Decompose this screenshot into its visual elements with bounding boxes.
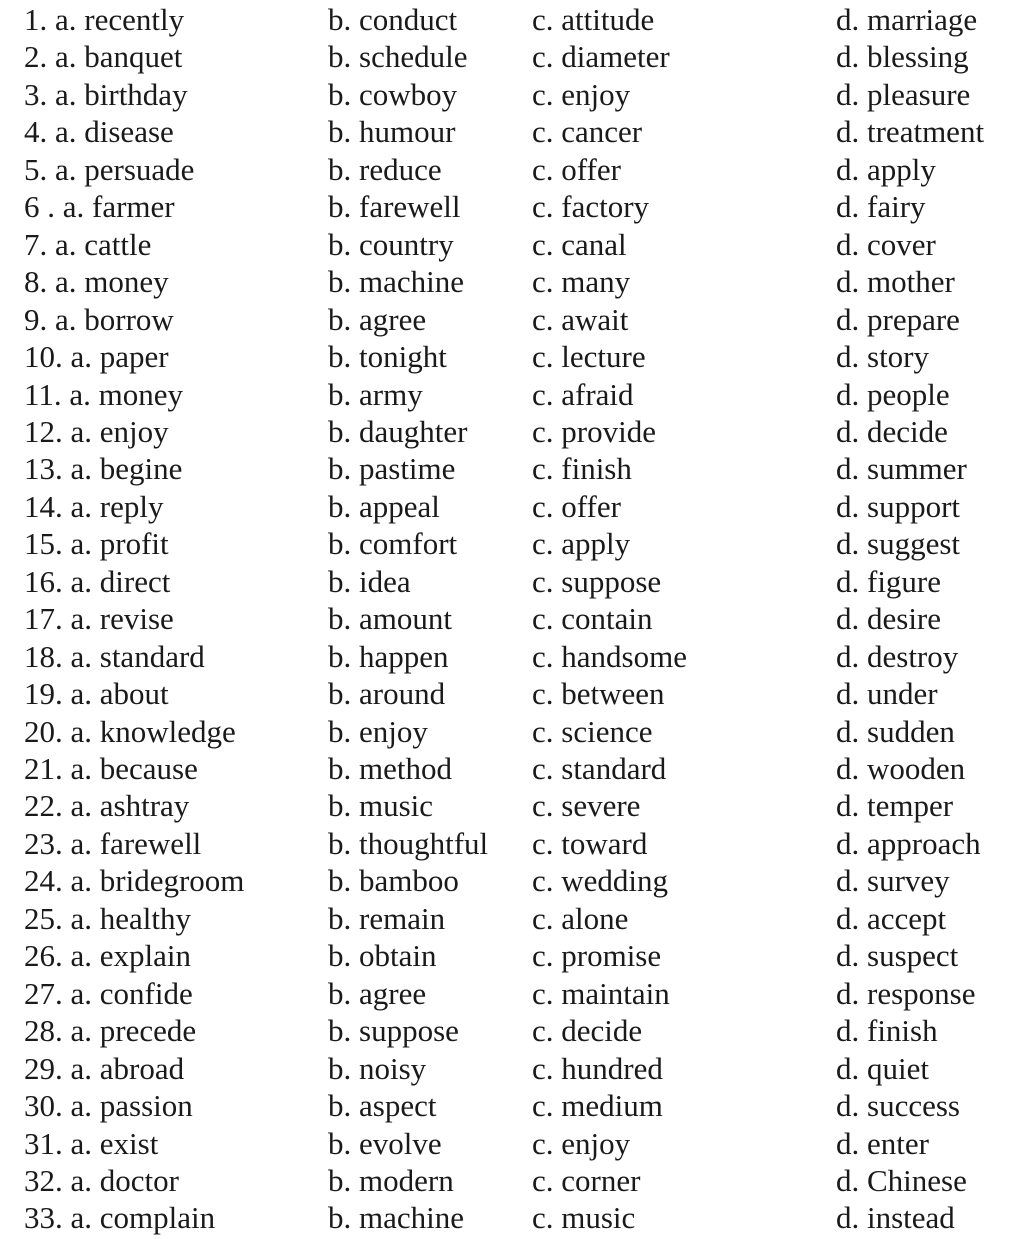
option-a: 15. a. profit (24, 526, 169, 562)
question-row (0, 151, 1024, 189)
option-c: c. finish (532, 451, 632, 487)
option-b: b. around (328, 676, 446, 712)
option-c: c. suppose (532, 563, 662, 599)
question-row (0, 1087, 1024, 1125)
question-row (0, 1050, 1024, 1088)
question-row (0, 937, 1024, 975)
option-d: d. suggest (836, 526, 960, 562)
question-row (0, 900, 1024, 938)
option-c: c. hundred (532, 1050, 663, 1086)
option-b: b. evolve (328, 1125, 442, 1161)
option-a: 33. a. complain (24, 1200, 216, 1236)
option-a: 7. a. cattle (24, 226, 152, 262)
option-c: c. many (532, 264, 631, 300)
option-c: c. maintain (532, 975, 670, 1011)
option-a: 32. a. doctor (24, 1162, 179, 1198)
option-a: 26. a. explain (24, 938, 192, 974)
option-b: b. machine (328, 1200, 465, 1236)
option-a: 10. a. paper (24, 339, 169, 375)
option-b: b. conduct (328, 2, 458, 37)
option-d: d. prepare (836, 301, 960, 337)
option-b: b. suppose (328, 1013, 459, 1049)
option-b: b. cowboy (328, 76, 458, 112)
option-d: d. pleasure (836, 76, 971, 112)
option-c: c. enjoy (532, 1125, 631, 1161)
option-c: c. promise (532, 938, 662, 974)
option-d: d. finish (836, 1013, 938, 1049)
option-a: 30. a. passion (24, 1088, 193, 1124)
question-row (0, 450, 1024, 488)
question-row (0, 226, 1024, 264)
option-d: d. figure (836, 563, 942, 599)
option-d: d. desire (836, 601, 942, 637)
question-row (0, 675, 1024, 713)
question-row (0, 413, 1024, 451)
option-a: 14. a. reply (24, 488, 164, 524)
option-d: d. accept (836, 900, 947, 936)
option-b: b. happen (328, 638, 449, 674)
question-row (0, 1, 1024, 39)
question-row (0, 862, 1024, 900)
question-row (0, 825, 1024, 863)
option-a: 16. a. direct (24, 563, 171, 599)
option-b: b. farewell (328, 189, 461, 225)
option-d: d. approach (836, 825, 981, 861)
option-d: d. wooden (836, 751, 966, 786)
question-row (0, 1012, 1024, 1050)
option-a: 22. a. ashtray (24, 788, 190, 824)
option-d: d. instead (836, 1200, 955, 1236)
option-d: d. Chinese (836, 1162, 967, 1198)
option-b: b. daughter (328, 413, 468, 449)
option-b: b. aspect (328, 1088, 437, 1124)
option-d: d. summer (836, 451, 967, 487)
option-c: c. offer (532, 488, 621, 524)
question-row (0, 563, 1024, 601)
option-a: 25. a. healthy (24, 900, 192, 936)
option-d: d. support (836, 488, 960, 524)
question-row (0, 113, 1024, 151)
option-d: d. fairy (836, 189, 926, 225)
option-d: d. under (836, 676, 938, 712)
option-b: b. schedule (328, 39, 468, 75)
option-d: d. temper (836, 788, 954, 824)
question-row (0, 1199, 1024, 1237)
option-b: b. pastime (328, 451, 456, 487)
option-b: b. comfort (328, 526, 458, 562)
option-c: c. enjoy (532, 76, 631, 112)
option-c: c. decide (532, 1013, 643, 1049)
question-row (0, 188, 1024, 226)
option-b: b. army (328, 376, 423, 412)
option-d: d. marriage (836, 2, 978, 37)
option-d: d. enter (836, 1125, 929, 1161)
option-b: b. modern (328, 1162, 454, 1198)
option-a: 19. a. about (24, 676, 169, 712)
question-row (0, 1125, 1024, 1163)
option-a: 21. a. because (24, 751, 198, 786)
question-row (0, 263, 1024, 301)
option-a: 28. a. precede (24, 1013, 197, 1049)
option-d: d. decide (836, 413, 948, 449)
option-a: 24. a. bridegroom (24, 863, 245, 899)
option-d: d. response (836, 975, 976, 1011)
option-c: c. await (532, 301, 629, 337)
option-d: d. quiet (836, 1050, 929, 1086)
question-row (0, 975, 1024, 1013)
option-a: 2. a. banquet (24, 39, 183, 75)
option-c: c. alone (532, 900, 629, 936)
option-b: b. enjoy (328, 713, 428, 749)
option-d: d. apply (836, 151, 936, 187)
option-d: d. survey (836, 863, 950, 899)
option-a: 23. a. farewell (24, 825, 202, 861)
option-c: c. science (532, 713, 653, 749)
option-a: 4. a. disease (24, 114, 174, 150)
option-c: c. handsome (532, 638, 687, 674)
option-b: b. reduce (328, 151, 442, 187)
option-d: d. sudden (836, 713, 955, 749)
option-b: b. appeal (328, 488, 440, 524)
option-b: b. country (328, 226, 454, 262)
option-c: c. medium (532, 1088, 663, 1124)
option-b: b. remain (328, 900, 446, 936)
option-a: 12. a. enjoy (24, 413, 169, 449)
option-c: c. lecture (532, 339, 646, 375)
option-d: d. story (836, 339, 929, 375)
question-row (0, 488, 1024, 526)
option-a: 20. a. knowledge (24, 713, 236, 749)
option-d: d. success (836, 1088, 960, 1124)
option-b: b. bamboo (328, 863, 459, 899)
question-row (0, 713, 1024, 751)
option-c: c. apply (532, 526, 631, 562)
question-row (0, 38, 1024, 76)
option-d: d. mother (836, 264, 955, 300)
option-b: b. thoughtful (328, 825, 489, 861)
option-c: c. severe (532, 788, 641, 824)
option-b: b. agree (328, 301, 427, 337)
option-c: c. factory (532, 189, 650, 225)
option-c: c. contain (532, 601, 653, 637)
question-row (0, 638, 1024, 676)
option-a: 3. a. birthday (24, 76, 188, 112)
option-b: b. idea (328, 563, 411, 599)
option-d: d. people (836, 376, 950, 412)
option-d: d. destroy (836, 638, 959, 674)
option-c: c. provide (532, 413, 656, 449)
question-row (0, 600, 1024, 638)
option-c: c. between (532, 676, 665, 712)
option-b: b. agree (328, 975, 427, 1011)
option-c: c. cancer (532, 114, 643, 150)
option-b: b. obtain (328, 938, 437, 974)
question-row (0, 750, 1024, 788)
option-b: b. machine (328, 264, 465, 300)
option-a: 13. a. begine (24, 451, 183, 487)
option-c: c. offer (532, 151, 621, 187)
question-row (0, 301, 1024, 339)
question-row (0, 376, 1024, 414)
option-a: 11. a. money (24, 376, 183, 412)
question-row (0, 338, 1024, 376)
option-a: 1. a. recently (24, 2, 185, 37)
option-b: b. humour (328, 114, 456, 150)
option-b: b. tonight (328, 339, 447, 375)
option-c: c. wedding (532, 863, 669, 899)
option-a: 17. a. revise (24, 601, 174, 637)
question-row (0, 1162, 1024, 1200)
question-row (0, 525, 1024, 563)
option-a: 18. a. standard (24, 638, 205, 674)
option-a: 5. a. persuade (24, 151, 195, 187)
option-a: 27. a. confide (24, 975, 193, 1011)
option-a: 8. a. money (24, 264, 169, 300)
option-b: b. method (328, 751, 452, 786)
option-b: b. noisy (328, 1050, 427, 1086)
option-c: c. music (532, 1200, 636, 1236)
option-c: c. corner (532, 1162, 641, 1198)
option-c: c. standard (532, 751, 667, 786)
option-d: d. treatment (836, 114, 985, 150)
option-d: d. suspect (836, 938, 959, 974)
option-a: 6 . a. farmer (24, 189, 175, 225)
option-c: c. diameter (532, 39, 670, 75)
question-row (0, 76, 1024, 114)
option-b: b. music (328, 788, 434, 824)
question-row (0, 787, 1024, 825)
option-a: 9. a. borrow (24, 301, 174, 337)
option-c: c. attitude (532, 2, 655, 37)
option-d: d. cover (836, 226, 936, 262)
option-c: c. canal (532, 226, 627, 262)
option-a: 31. a. exist (24, 1125, 159, 1161)
option-c: c. afraid (532, 376, 634, 412)
option-c: c. toward (532, 825, 648, 861)
option-a: 29. a. abroad (24, 1050, 185, 1086)
option-d: d. blessing (836, 39, 969, 75)
option-b: b. amount (328, 601, 452, 637)
